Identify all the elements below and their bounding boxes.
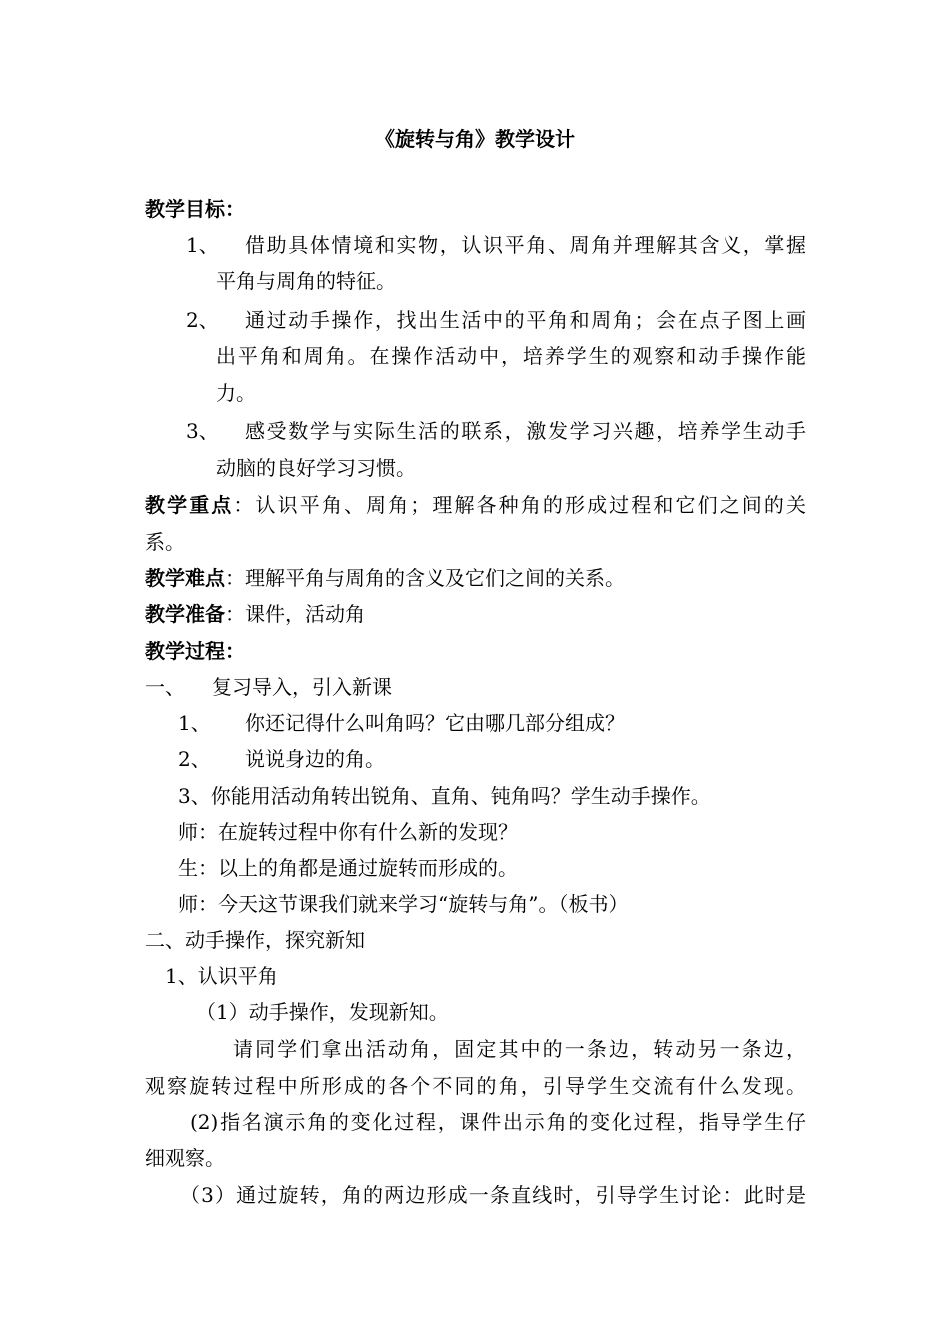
section-1-q1-number: 1、	[178, 711, 211, 735]
preparation-label: 教学准备	[145, 602, 225, 626]
student-line-1: 生：以上的角都是通过旋转而形成的。	[178, 856, 518, 880]
section-1-number: 一、	[145, 675, 185, 699]
section-1-q3: 3、你能用活动角转出锐角、直角、钝角吗？学生动手操作。	[178, 784, 711, 808]
process-heading: 教学过程：	[145, 639, 245, 663]
step-2-line-1: (2)指名演示角的变化过程，课件出示角的变化过程，指导学生仔	[190, 1110, 806, 1134]
step-2-line-2: 细观察。	[145, 1146, 225, 1170]
section-1-q1: 你还记得什么叫角吗？它由哪几部分组成？	[245, 711, 625, 735]
key-points-text: ：认识平角、周角；理解各种角的形成过程和它们之间的关	[233, 493, 807, 517]
document-title: 《旋转与角》教学设计	[375, 127, 575, 151]
objective-3-number: 3、	[186, 419, 219, 443]
objective-2-line-1: 通过动手操作，找出生活中的平角和周角；会在点子图上画	[245, 308, 806, 332]
step-1-paragraph-line-2: 观察旋转过程中所形成的各个不同的角，引导学生交流有什么发现。	[145, 1074, 806, 1098]
objective-2-line-2: 出平角和周角。在操作活动中，培养学生的观察和动手操作能	[216, 344, 806, 368]
objective-1-line-2: 平角与周角的特征。	[216, 269, 396, 293]
key-points-line-1	[145, 492, 806, 518]
difficulty-line	[145, 565, 625, 591]
objectives-heading: 教学目标：	[145, 197, 245, 221]
section-1-title: 复习导入，引入新课	[212, 675, 392, 699]
difficulty-label: 教学难点	[145, 566, 225, 590]
objective-3-line-1: 感受数学与实际生活的联系，激发学习兴趣，培养学生动手	[245, 419, 806, 443]
key-points-label: 教学重点	[145, 493, 234, 517]
objective-1-number: 1、	[186, 233, 219, 257]
difficulty-text: ：理解平角与周角的含义及它们之间的关系。	[225, 566, 625, 590]
section-2-title: 二、动手操作，探究新知	[145, 928, 365, 952]
preparation-line	[145, 601, 365, 627]
objective-3-line-2: 动脑的良好学习习惯。	[216, 456, 416, 480]
step-1-paragraph-line-1: 请同学们拿出活动角，固定其中的一条边，转动另一条边，	[233, 1037, 806, 1061]
preparation-text: ：课件，活动角	[225, 602, 365, 626]
key-points-line-2: 系。	[145, 530, 185, 554]
section-2-sub-1: 1、认识平角	[165, 964, 278, 988]
teacher-line-2: 师：今天这节课我们就来学习“旋转与角”。（板书）	[178, 892, 629, 916]
section-1-q2-number: 2、	[178, 747, 211, 771]
step-1-heading: （1）动手操作，发现新知。	[196, 1000, 449, 1024]
objective-2-line-3: 力。	[216, 381, 256, 405]
section-1-q2: 说说身边的角。	[245, 747, 385, 771]
objective-1-line-1: 借助具体情境和实物，认识平角、周角并理解其含义，掌握	[245, 233, 806, 257]
objective-2-number: 2、	[186, 308, 219, 332]
teacher-line-1: 师：在旋转过程中你有什么新的发现？	[178, 820, 518, 844]
step-3-line-1: （3）通过旋转，角的两边形成一条直线时，引导学生讨论：此时是	[180, 1183, 806, 1207]
